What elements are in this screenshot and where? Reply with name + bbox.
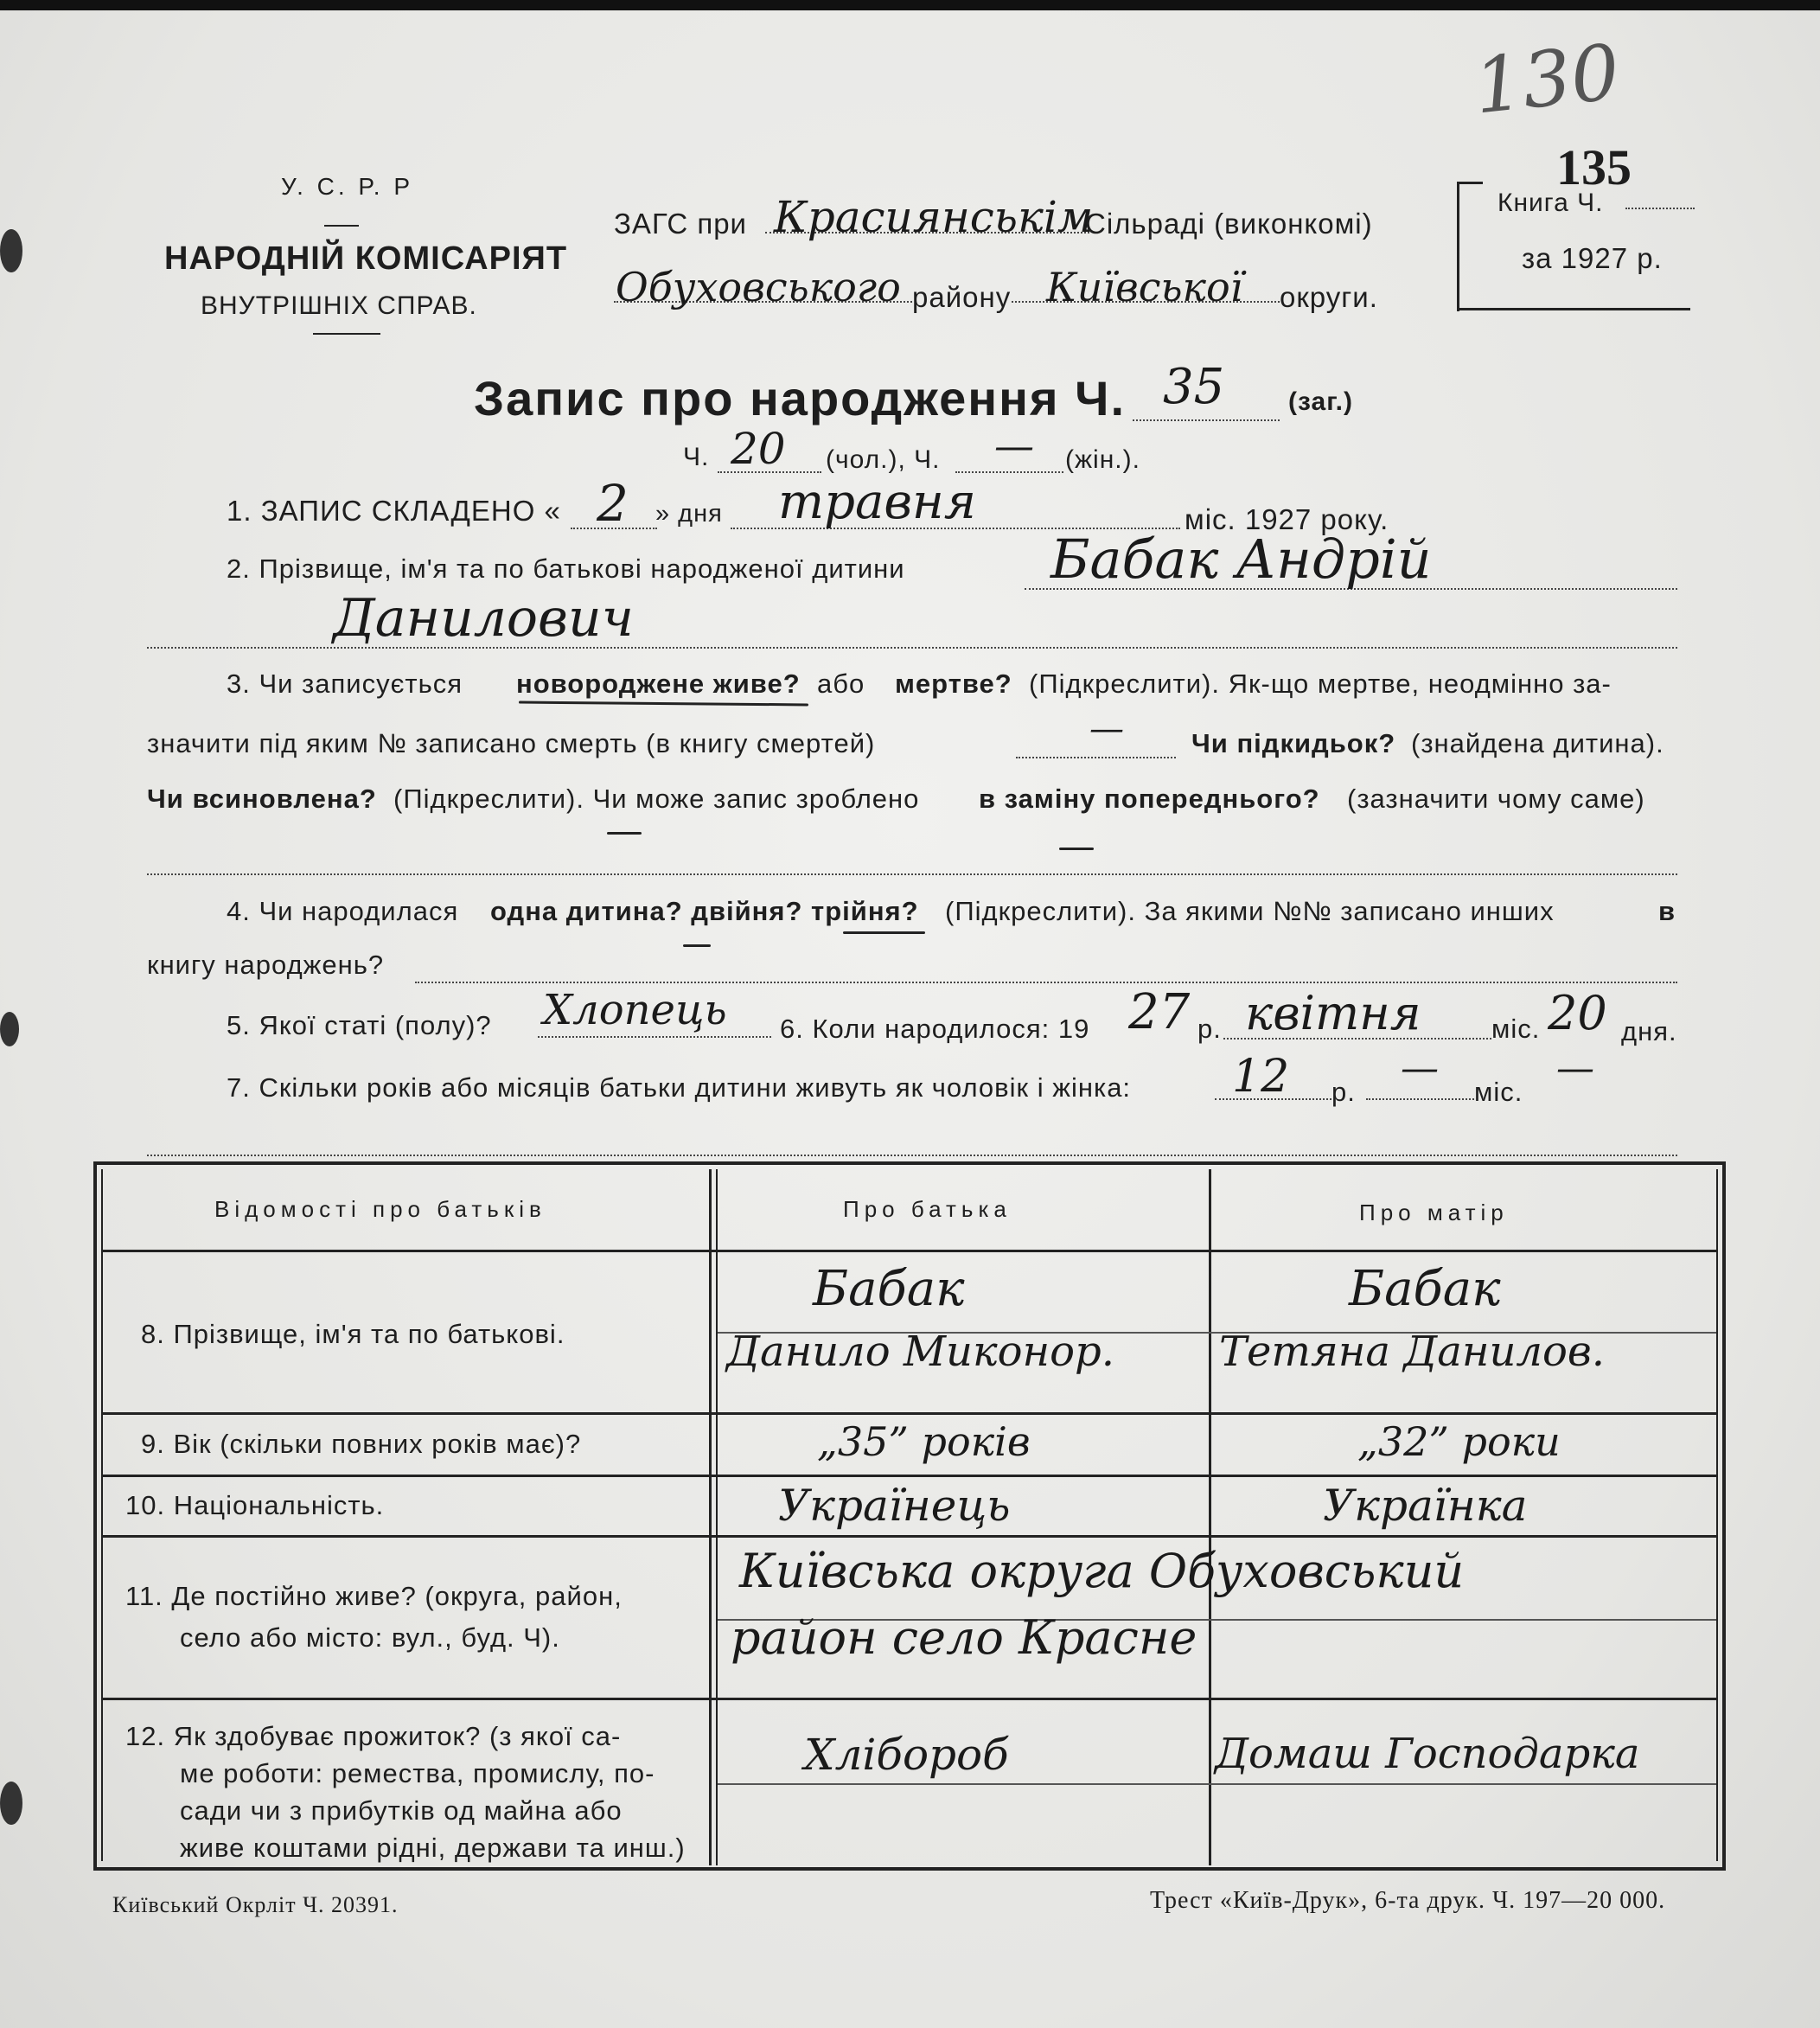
zags-prefix: ЗАГС при [614,208,747,240]
record-number-field [1133,419,1280,421]
marriage-years: 12 [1232,1051,1290,1103]
row12-label-line4: живе коштами рідні, держави та инш.) [180,1833,686,1863]
female-label: (жін.). [1065,445,1140,474]
q7-label: 7. Скільки років або місяців батьки дитини живуть як чоловік і жінка: [227,1072,1132,1103]
mother-surname: Бабак [1349,1261,1501,1317]
table-col-divider-1 [709,1169,712,1865]
residence-line1: Київська округа Обуховський [739,1544,1465,1598]
table-header-father: Про батька [843,1196,1012,1222]
birth-month: квітня [1245,986,1421,1040]
table-inner-right [1716,1169,1718,1861]
q2-label: 2. Прізвище, ім'я та по батькові народженої дитини [227,553,905,584]
q3-line3-d: (зазначити чому саме) [1347,784,1645,814]
q3-line1-a: 3. Чи записується [227,669,463,699]
book-label: Книга Ч. [1498,189,1604,217]
row11-label-line2: село або місто: вул., буд. Ч). [180,1622,560,1653]
binding-hole-mark [0,229,22,272]
q4-line1-c: (Підкреслити). За якими №№ записано инших [945,896,1555,926]
binding-hole-mark [0,1012,19,1046]
q3-foundling-option: Чи підкидьок? [1191,728,1396,758]
village-value: Красиянськім [774,192,1094,242]
row12-label-line1: 12. Як здобуває прожиток? (з якої са- [125,1721,622,1751]
q6-day-suffix: дня. [1621,1016,1677,1046]
district-label: району [912,281,1012,313]
female-count: — [994,422,1034,469]
q3-death-value: — [1089,709,1124,749]
district-value: Обуховського [616,264,901,310]
q3-line3-b: (Підкреслити). Чи може запис зроблено [393,784,920,814]
q3-reason-field [147,873,1677,875]
row12-label-line3: сади чи з прибутків од майна або [180,1795,623,1826]
commissariat-title: НАРОДНІЙ КОМІСАРІЯТ [164,240,568,277]
okrug-label: округи. [1280,281,1378,313]
table-ruled-line [718,1783,1716,1785]
count-prefix: Ч. [683,443,710,471]
father-surname: Бабак [813,1261,965,1317]
q3-replacement-option: в заміну попереднього? [979,784,1320,814]
archive-number: 130 [1470,27,1624,131]
row11-label-line1: 11. Де постійно живе? (округа, район, [125,1581,623,1611]
q3-alive-option: новороджене живе? [516,669,801,699]
table-header-mother: Про матір [1359,1200,1509,1225]
table-col-divider-1b [716,1169,718,1865]
q3-adopted-option: Чи всиновлена? [147,784,377,814]
q1-year-text: міс. 1927 року. [1185,503,1389,535]
q7-months-suffix: міс. [1474,1077,1523,1107]
q4-line1-d: в [1658,896,1676,926]
footer-left: Київський Окрліт Ч. 20391. [112,1892,399,1917]
q5-field [538,1036,771,1038]
table-row-divider [101,1535,1718,1538]
council-label: Сільраді (виконкомі) [1085,208,1373,240]
q1-label: 1. ЗАПИС СКЛАДЕНО « [227,495,561,527]
male-count: 20 [731,424,786,474]
table-row-divider [101,1412,1718,1415]
book-box-top [1457,182,1483,184]
q3-line1-e: (Підкреслити). Як-що мертве, неодмінно за- [1029,669,1612,699]
book-year: за 1927 р. [1522,242,1663,274]
republic-label: У. С. Р. Р [281,173,414,200]
q3-alive-underline [519,701,808,707]
table-header-info: Відомості про батьків [214,1196,546,1222]
birth-day: 20 [1548,986,1607,1040]
father-occupation: Хлібороб [804,1730,1009,1780]
divider [313,333,380,335]
table-row-divider [101,1475,1718,1477]
child-name-line1: Бабак Андрій [1050,528,1432,591]
q1-day: 2 [597,474,629,533]
q4-line1-a: 4. Чи народилася [227,896,459,926]
q3-line2-a: значити під яким № записано смерть (в книгу смертей) [147,728,876,758]
marriage-months: — [1401,1046,1439,1091]
q7-years-suffix: р. [1331,1077,1356,1107]
okrug-value: Київської [1046,264,1243,310]
row9-label: 9. Вік (скільки повних років має)? [141,1429,582,1459]
q6-year-suffix: р. [1197,1014,1222,1044]
q1-month: травня [778,474,976,530]
total-suffix: (заг.) [1288,387,1354,416]
table-inner-left [101,1169,103,1861]
q4-birth-options: одна дитина? двійня? трійня? [490,896,919,926]
q5-label: 5. Якої статі (полу)? [227,1010,492,1040]
mother-age: „32” роки [1357,1418,1561,1465]
child-name-line2: Данилович [333,588,634,649]
residence-line2: район село Красне [731,1610,1197,1665]
mother-occupation: Домаш Господарка [1215,1730,1640,1778]
female-count-field [955,471,1063,473]
q4-triple-underline [843,931,925,934]
mother-nationality: Українка [1323,1481,1528,1531]
father-name: Данило Миконор. [726,1327,1115,1376]
q6-label: 6. Коли народилося: 19 [780,1014,1090,1044]
row8-label: 8. Прізвище, ім'я та по батькові. [141,1319,565,1349]
page-number-stamp: 135 [1556,139,1632,195]
scan-edge [0,0,1820,10]
table-row-divider [101,1250,1718,1252]
q3-tick-mark [607,832,642,835]
table-border-bottom [93,1867,1726,1871]
child-sex: Хлопець [543,986,727,1034]
row10-label: 10. Національність. [125,1490,385,1520]
q3-dead-option: мертве? [895,669,1012,699]
divider [324,225,359,227]
q7-extra-mark: — [1556,1046,1594,1091]
table-row-divider [101,1698,1718,1700]
male-label: (чол.), Ч. [826,445,941,474]
table-col-divider-2 [1209,1169,1211,1865]
father-nationality: Українець [778,1481,1011,1531]
q3-line2-c: (знайдена дитина). [1411,728,1664,758]
q7-extra-field [147,1155,1677,1156]
book-field [1625,208,1695,209]
birth-year: 27 [1128,984,1191,1040]
q7-months-field [1366,1098,1474,1100]
q4-line2: книгу народжень? [147,950,385,980]
table-border-right [1722,1161,1726,1871]
table-border-top [93,1161,1726,1165]
record-title: Запис про народження Ч. [474,371,1127,425]
q3-line1-c: або [817,669,865,699]
q6-month-suffix: міс. [1491,1014,1541,1044]
book-box-left [1457,182,1459,311]
q3-death-field [1016,757,1176,758]
table-border-left [93,1161,97,1871]
book-box-bottom [1457,308,1690,310]
footer-right: Трест «Київ-Друк», 6-та друк. Ч. 197—20 000. [1150,1887,1666,1914]
q1-day-suffix: » дня [655,500,723,528]
row12-label-line2: ме роботи: ремества, промислу, по- [180,1758,655,1788]
q3-tick-mark [1059,848,1094,850]
father-age: „35” років [817,1418,1031,1465]
mother-name: Тетяна Данилов. [1219,1327,1606,1376]
q4-single-underline [683,944,711,947]
binding-hole-mark [0,1782,22,1825]
q4-field [415,982,1677,983]
record-number: 35 [1163,359,1225,415]
department-label: ВНУТРІШНІХ СПРАВ. [201,291,477,320]
